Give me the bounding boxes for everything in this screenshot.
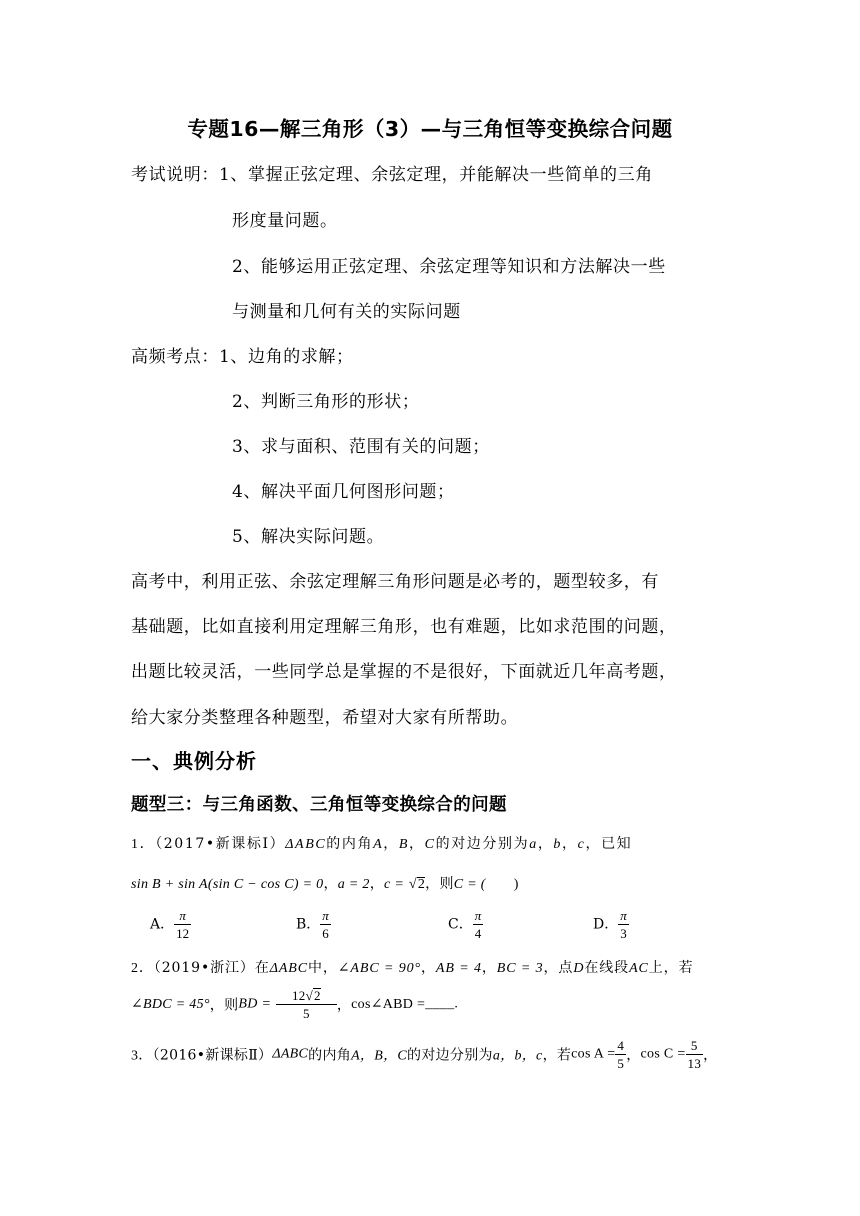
question-2-line-2: ∠BDC = 45°，则BD = $\frac{12√2}{5}$ ，cos∠ABD =____. [131,988,459,1021]
key-point-item: 2、判断三角形的形状； [232,392,420,412]
choice-b[interactable]: B． $\frac{\pi}{6}$ [296,908,329,941]
exam-desc-item2-line2: 与测量和几何有关的实际问题 [232,302,461,322]
key-points-row-1 [131,342,354,367]
subsection-heading: 题型三：与三角函数、三角恒等变换综合的问题 [131,795,507,815]
intro-line: 基础题，比如直接利用定理解三角形，也有难题，比如求范围的问题， [131,617,677,637]
page-title: 专题16—解三角形（3）—与三角恒等变换综合问题 [187,117,673,141]
exam-desc-item1-line2: 形度量问题。 [232,211,338,231]
section-heading: 一、典例分析 [131,749,257,773]
question-1-line-2: sin B + sin A(sin C − cos C) = 0，a = 2，c = √2，则C = ( ) [131,876,519,892]
exam-desc-label: 考试说明： [131,165,219,185]
key-point-item: 3、求与面积、范围有关的问题； [232,437,490,457]
cos-c-fraction: $\frac{5}{13}$ [687,1038,702,1071]
question-2-line-1: 2．（2019•浙江）在ΔABC中，∠ABC = 90°，AB = 4，BC = 3，点D在线段AC上，若 [131,960,694,976]
question-3-line-1: 3．（2016•新课标Ⅱ）ΔABC的内角A，B，C的对边分别为a，b，c，若cos A = $\frac{4}{5}$ ，cos C = $\frac{5}{13}$ ， [131,1038,718,1071]
key-point-item: 5、解决实际问题。 [232,527,385,547]
intro-line: 出题比较灵活，一些同学总是掌握的不是很好，下面就近几年高考题， [131,662,677,682]
key-points-label: 高频考点： [131,347,219,367]
question-1-line-1: 1．（2017•新课标Ⅰ）ΔABC的内角A，B，C的对边分别为a，b，c，已知 [131,836,633,852]
choice-d[interactable]: D． $\frac{\pi}{3}$ [593,908,627,941]
exam-desc-item2-line1: 2、能够运用正弦定理、余弦定理等知识和方法解决一些 [232,257,666,277]
cos-a-fraction: $\frac{4}{5}$ [617,1038,625,1071]
choice-a[interactable]: A． $\frac{\pi}{12}$ [150,908,190,941]
q1-side-a: a = 2 [337,877,370,892]
q2-answer-fraction: $\frac{12√2}{5}$ [291,988,321,1021]
q1-equation: sin B + sin A(sin C − cos C) = 0 [131,877,324,892]
answer-blank[interactable]: ____ [425,996,455,1012]
intro-line: 给大家分类整理各种题型，希望对大家有所帮助。 [131,708,519,728]
sqrt-sign: √ [408,877,417,892]
key-point-item: 1、边角的求解； [219,347,354,367]
key-point-item: 4、解决平面几何图形问题； [232,482,455,502]
exam-desc-row-1 [131,160,653,185]
intro-line: 高考中，利用正弦、余弦定理解三角形问题是必考的，题型较多，有 [131,572,659,592]
exam-desc-item1-line1: 1、掌握正弦定理、余弦定理，并能解决一些简单的三角 [219,165,653,185]
choice-c[interactable]: C． $\frac{\pi}{4}$ [448,908,482,941]
